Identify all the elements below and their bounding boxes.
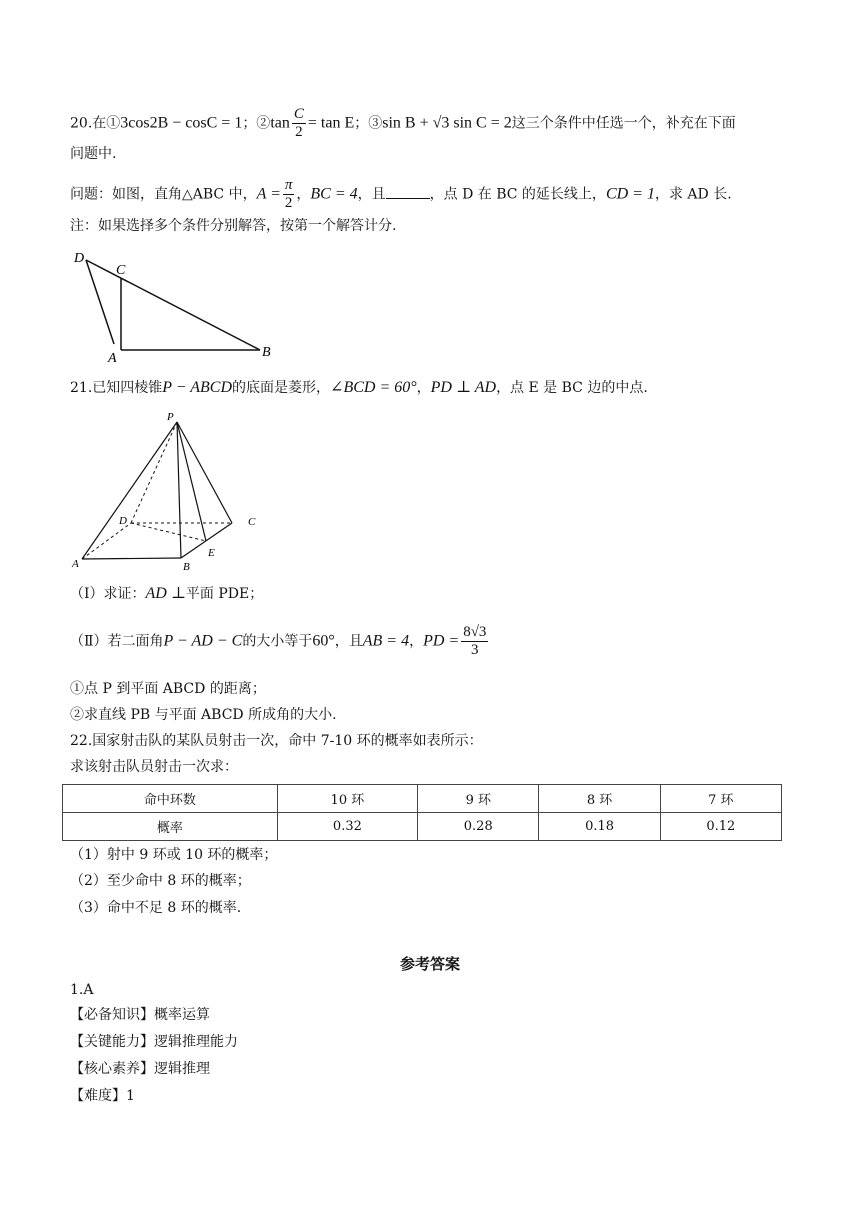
q21-pyramid: P − ABCD — [162, 379, 233, 396]
q20-problem-text: 问题：如图，直角△ABC 中， — [70, 186, 257, 203]
label-b: B — [183, 561, 190, 572]
q20-fraction-numerator: C — [293, 106, 304, 122]
q20-intro-rest: 这三个条件中任选一个，补充在下面 — [511, 115, 736, 132]
q21-angle-value: 60° — [312, 632, 335, 650]
table-cell: 0.18 — [539, 813, 660, 841]
table-header-cell: 10 环 — [277, 785, 417, 813]
label-c: C — [116, 263, 126, 278]
q20-problem-ask: ，求 AD 长. — [654, 186, 732, 203]
label-b: B — [262, 345, 271, 360]
q20-separator-1: ；② — [242, 115, 271, 132]
edge-pa — [82, 422, 177, 559]
q21-pd-denominator: 3 — [471, 642, 479, 658]
q21-ab-length: AB = 4 — [362, 632, 410, 650]
probability-table — [62, 784, 782, 841]
q20-fraction-denominator: 2 — [295, 124, 303, 140]
edge-ad-hidden — [82, 523, 131, 559]
edge-pc — [177, 422, 232, 523]
q22-stem-2: 求该射击队员射击一次求： — [70, 759, 238, 775]
q21-subquestion-2: ②求直线 PB 与平面 ABCD 所成角的大小. — [70, 707, 337, 723]
table-cell: 概率 — [63, 813, 278, 841]
q20-intro-continued: 问题中. — [70, 146, 117, 162]
q20-intro: 在① — [92, 115, 121, 132]
q22-question-2: （2）至少命中 8 环的概率； — [70, 873, 251, 889]
q22-question-3: （3）命中不足 8 环的概率. — [70, 900, 242, 916]
edge-pb — [177, 422, 181, 558]
q20-condition-2-fraction — [292, 106, 306, 141]
q20-problem-line: 问题：如图，直角△ABC 中，A = $\frac{\pi}{2}$ ，BC = 4，且 ，点 D 在 BC 的延长线上，CD = 1，求 AD 长. — [70, 177, 732, 211]
q21-pd-perp-ad: PD ⊥ AD — [430, 379, 497, 396]
q21-part-1 — [70, 584, 263, 604]
label-a: A — [72, 558, 79, 570]
answer-ability: 【关键能力】逻辑推理能力 — [70, 1034, 238, 1050]
q20-problem-point-d: ，点 D 在 BC 的延长线上， — [429, 186, 606, 203]
table-header-cell: 7 环 — [660, 785, 781, 813]
q21-part-2-label: （Ⅱ）若二面角 — [70, 633, 164, 650]
q21-angle-bcd: ∠BCD = 60° — [330, 379, 417, 396]
q20-fill-blank[interactable] — [386, 186, 430, 199]
q20-condition-2-tan: tan — [270, 114, 290, 132]
q20-angle-a: A = — [256, 185, 281, 203]
answer-literacy: 【核心素养】逻辑推理 — [70, 1061, 210, 1077]
q21-part-1-math: AD ⊥ — [145, 585, 186, 602]
label-d: D — [74, 251, 85, 266]
table-header-cell: 8 环 — [539, 785, 660, 813]
q21-pyramid-figure — [66, 406, 266, 572]
q21-pd-numerator: 8√3 — [463, 624, 487, 640]
q22-stem: 22.国家射击队的某队员射击一次，命中 7-10 环的概率如表所示： — [70, 733, 483, 749]
q21-part-2-comma: ， — [409, 633, 424, 650]
q20-conditions-line — [70, 106, 736, 141]
q21-part-2-size: 的大小等于 — [242, 633, 313, 650]
label-c: C — [248, 516, 256, 528]
q21-stem-end: ，点 E 是 BC 边的中点. — [496, 380, 648, 396]
q21-stem-base: 的底面是菱形， — [232, 380, 331, 396]
q20-triangle-figure — [68, 246, 288, 366]
label-e: E — [208, 547, 215, 559]
q21-part-1-plane: 平面 PDE； — [185, 586, 264, 602]
table-header-cell: 命中环数 — [63, 785, 278, 813]
q20-cd-length: CD = 1 — [605, 185, 655, 203]
q20-condition-2-rhs: = tan E — [307, 114, 355, 132]
table-header-cell: 9 环 — [418, 785, 539, 813]
answer-knowledge: 【必备知识】概率运算 — [70, 1007, 210, 1023]
table-row — [63, 785, 782, 813]
edge-ab — [82, 558, 181, 559]
label-p: P — [167, 411, 174, 423]
q20-number: 20. — [70, 115, 93, 132]
q21-comma: ， — [416, 380, 431, 396]
q20-condition-1: 3cos2B − cosC = 1 — [120, 114, 243, 132]
q21-stem — [70, 378, 648, 398]
table-cell: 0.32 — [277, 813, 417, 841]
answer-difficulty: 【难度】1 — [70, 1088, 135, 1104]
q20-problem-and: ，且 — [357, 186, 386, 203]
q21-stem-start: 21.已知四棱锥 — [70, 380, 163, 396]
q20-pi-fraction — [283, 177, 295, 212]
table-cell: 0.12 — [660, 813, 781, 841]
q21-part-2 — [70, 624, 490, 659]
edge-pd-hidden — [131, 422, 177, 523]
q21-dihedral-angle: P − AD − C — [163, 632, 243, 650]
q20-pi-numerator: π — [284, 177, 293, 193]
label-d: D — [119, 515, 127, 527]
q21-subquestion-1: ①点 P 到平面 ABCD 的距离； — [70, 681, 266, 697]
q20-separator-2: ；③ — [354, 115, 383, 132]
q21-pd-fraction — [461, 624, 488, 659]
q20-condition-3: sin B + √3 sin C = 2 — [382, 114, 512, 132]
table-cell: 0.28 — [418, 813, 539, 841]
q20-note: 注：如果选择多个条件分别解答，按第一个解答计分. — [70, 218, 397, 234]
q21-part-1-label: （Ⅰ）求证： — [70, 586, 146, 602]
q20-bc-length: BC = 4 — [310, 185, 358, 203]
answers-heading: 参考答案 — [399, 955, 460, 973]
q20-pi-denominator: 2 — [284, 195, 293, 211]
table-row — [63, 813, 782, 841]
edge-de-hidden — [131, 523, 206, 541]
q22-question-1: （1）射中 9 环或 10 环的概率； — [70, 847, 278, 863]
q21-pd-lhs: PD = — [423, 632, 460, 650]
label-a: A — [108, 351, 117, 366]
q21-part-2-and: ，且 — [334, 633, 363, 650]
answer-item-1: 1.A — [70, 982, 94, 998]
edge-bc — [181, 523, 232, 558]
